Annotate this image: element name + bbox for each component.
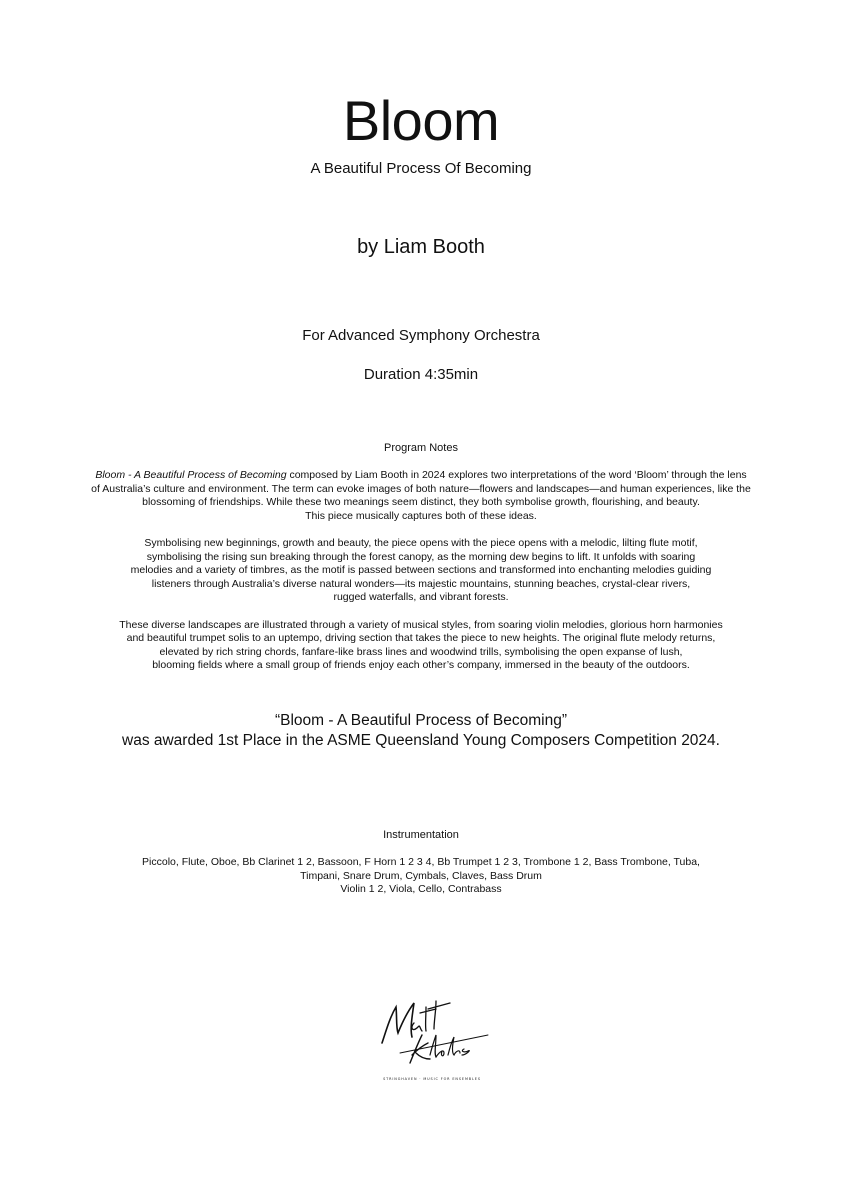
award-statement xyxy=(0,711,842,751)
notes-line: These diverse landscapes are illustrated through a variety of musical styles, from soaring violin melodies, glorious horn harmonies xyxy=(119,618,723,631)
logo-tagline: STRINGHAVEN · MUSIC FOR ENSEMBLES xyxy=(383,1077,481,1081)
award-piece-title: “Bloom - A Beautiful Process of Becoming” xyxy=(274,712,568,729)
notes-line: melodies and a variety of timbres, as the motif is passed between sections and transformed into enchanting melodies guiding xyxy=(130,564,712,577)
program-notes xyxy=(60,469,782,687)
program-notes-paragraph-2 xyxy=(60,537,782,605)
instrumentation-line-winds-brass: Piccolo, Flute, Oboe, Bb Clarinet 1 2, Bassoon, F Horn 1 2 3 4, Bb Trumpet 1 2 3, Trombone 1 2, Bass Trombone, Tuba, xyxy=(142,856,700,868)
notes-line: blossoming of friendships. While these two meanings seem distinct, they both symbolise growth, flourishing, and beauty. xyxy=(142,496,700,509)
notes-line: Symbolising new beginnings, growth and beauty, the piece opens with the piece opens with a melodic, lilting flute motif, xyxy=(144,536,698,549)
notes-line: listeners through Australia’s diverse natural wonders—its majestic mountains, stunning beaches, crystal-clear rivers, xyxy=(151,577,691,590)
piece-title-italic: Bloom - A Beautiful Process of Becoming xyxy=(95,469,287,481)
notes-line: symbolising the rising sun breaking through the forest canopy, as the morning dew begins to lift. It unfolds with soaring xyxy=(146,550,696,563)
subtitle: A Beautiful Process Of Becoming xyxy=(310,160,532,177)
notes-line: This piece musically captures both of these ideas. xyxy=(305,509,537,522)
program-notes-heading: Program Notes xyxy=(384,442,458,454)
program-notes-paragraph-1 xyxy=(60,469,782,523)
page-title: Bloom xyxy=(342,89,500,152)
notes-line: and beautiful trumpet solis to an uptempo, driving section that takes the piece to new heights. The original flute melody returns, xyxy=(126,632,716,645)
composer-credit: by Liam Booth xyxy=(357,236,485,258)
notes-line: rugged waterfalls, and vibrant forests. xyxy=(333,591,509,604)
instrumentation-line-percussion: Timpani, Snare Drum, Cymbals, Claves, Bass Drum xyxy=(300,869,542,882)
notes-line: elevated by rich string chords, fanfare-like brass lines and woodwind trills, symbolising the open expanse of lush, xyxy=(159,645,683,658)
award-description: was awarded 1st Place in the ASME Queensland Young Composers Competition 2024. xyxy=(122,732,720,749)
notes-line: blooming fields where a small group of friends enjoy each other’s company, immersed in the beauty of the outdoors. xyxy=(152,659,690,672)
instrumentation-line-strings: Violin 1 2, Viola, Cello, Contrabass xyxy=(340,883,502,896)
instrumentation-list xyxy=(60,856,782,897)
notes-line: of Australia’s culture and environment. The term can evoke images of both nature—flowers and landscapes—and human experiences, like the xyxy=(91,482,751,495)
duration-line: Duration 4:35min xyxy=(363,366,479,383)
notes-line: composed by Liam Booth in 2024 explores two interpretations of the word ‘Bloom’ through the lens xyxy=(286,469,747,481)
ensemble-line: For Advanced Symphony Orchestra xyxy=(302,327,540,344)
publisher-logo xyxy=(370,993,494,1085)
program-notes-paragraph-3 xyxy=(60,619,782,673)
instrumentation-heading: Instrumentation xyxy=(383,829,459,841)
signature-logo-icon xyxy=(370,993,494,1085)
